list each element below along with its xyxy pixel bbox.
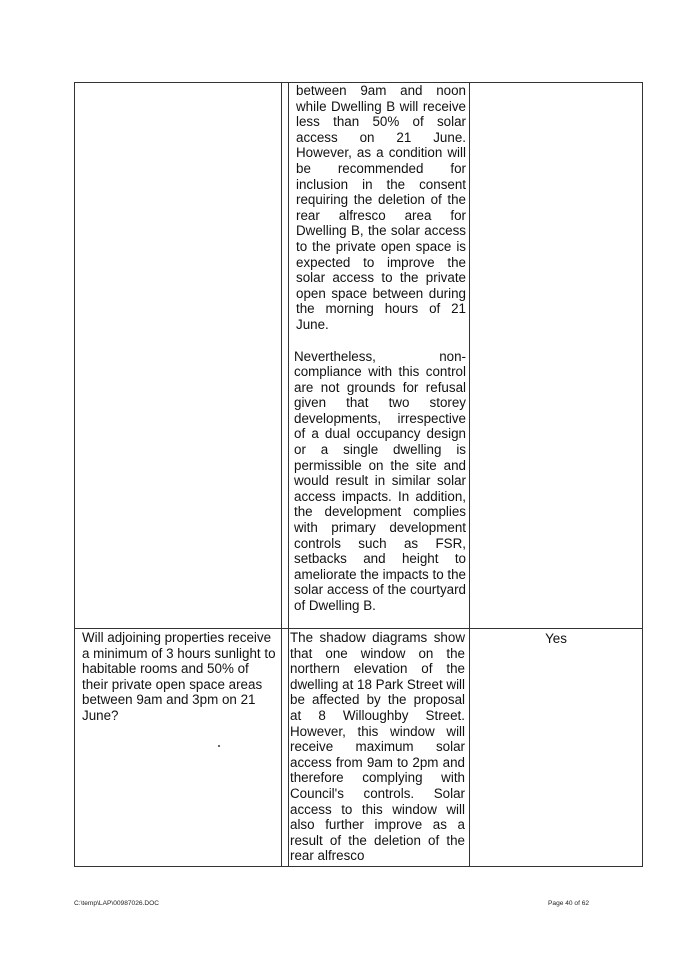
row-1-comment-paragraph-1: between 9am and noon while Dwelling B will receive less than 50% of solar access on 21 June. However, as a condition will be recommended for inclusion in the consent requiring the deletion of the rear alfresco area for Dwelling B, the solar access to the private open space is expected to improve the solar access to the private open space between during the morning hours of 21 June. [296,83,466,332]
row-2-question [82,630,277,724]
stray-mark [218,745,220,747]
footer-file-path: C:\temp\LAP\00987026.DOC [74,900,160,907]
row-2-comment-paragraph-1: The shadow diagrams show that one window on the northern elevation of the dwelling at 18 Park Street will be affected by the proposal at 8 Willoughby Street. However, this window will receive maximum solar access from 9am to 2pm and therefore complying with Council's controls. Solar access to this window will also further improve as a result of the deletion of the rear alfresco [290,630,465,864]
table-border-bottom [74,866,643,867]
column-divider-2 [469,82,470,867]
row-1-comment-paragraph-2: Nevertheless, non-compliance with this control are not grounds for refusal given that two storey developments, irrespective of a dual occupancy design or a single dwelling is permissible on the site and would result in similar solar access impacts. In addition, the development complies with primary development controls such as FSR, setbacks and height to ameliorate the impacts to the solar access of the courtyard of Dwelling B. [294,348,466,613]
column-divider-1 [281,82,282,867]
table-border-right [642,82,643,867]
row-2-comment [290,630,465,864]
assessment-table [74,82,643,867]
row-2-question-text: Will adjoining properties receive a minimum of 3 hours sunlight to habitable rooms and 50% of their private open space areas between 9am and 3pm on 21 June? [82,630,276,723]
row-1-comment [294,83,466,614]
table-border-left [74,82,75,867]
row-2-compliance: Yes [545,631,567,646]
row-divider [74,628,643,629]
footer-page-number: Page 40 of 62 [548,900,590,907]
column-divider-1b [288,82,289,867]
